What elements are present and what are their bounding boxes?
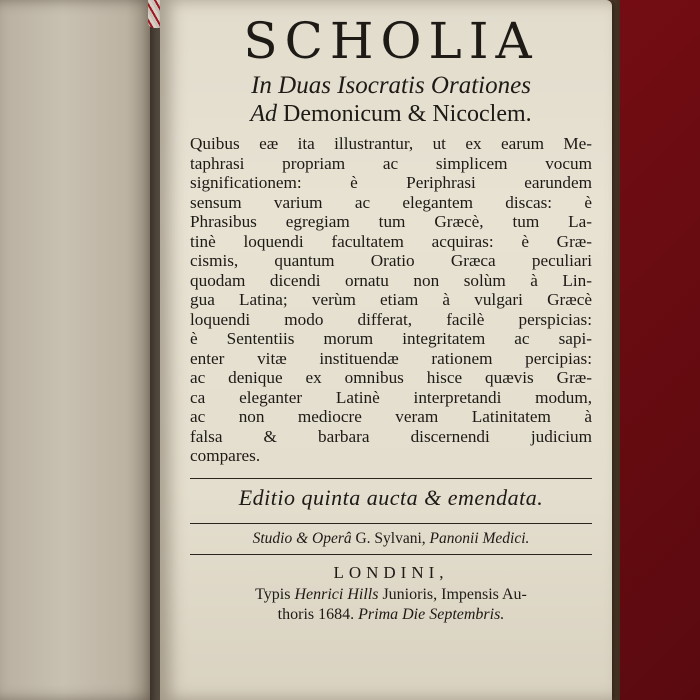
subtitle-line-2-ad: Ad	[250, 101, 278, 127]
book-title: SCHOLIA	[243, 12, 539, 70]
body-line: ca eleganter Latinè interpretandi modum,	[190, 387, 592, 407]
body-line: gua Latina; verùm etiam à vulgari Græcè	[190, 290, 592, 309]
divider-rule	[190, 478, 592, 479]
body-line: falsa & barbara discernendi judicium	[190, 426, 592, 446]
body-line: Phrasibus egregiam tum Græcè, tum La-	[190, 212, 592, 231]
imprint-city: LONDINI,	[333, 562, 449, 582]
body-line: loquendi modo differat, facilè perspicias:	[190, 309, 592, 329]
imprint-typis: Typis	[255, 585, 291, 603]
imprint-impensis: Junioris, Impensis Au-	[382, 585, 527, 603]
body-line: tinè loquendi facultatem acquiras: è Græ-	[190, 231, 592, 251]
imprint-year: thoris 1684.	[277, 605, 355, 623]
edition-statement: Editio quinta aucta & emendata.	[238, 484, 544, 510]
body-line: è Sententiis morum integritatem ac sapi-	[190, 329, 592, 348]
body-line: quodam dicendi ornatu non solùm à Lin-	[190, 270, 592, 290]
body-line: ac non mediocre veram Latinitatem à	[190, 407, 592, 426]
divider-rule	[190, 523, 592, 524]
subtitle-line-2	[190, 100, 592, 128]
imprint-date: Prima Die Septembris.	[358, 605, 505, 623]
imprint-line-1	[190, 585, 592, 605]
body-line: taphrasi propriam ac simplicem vocum	[190, 153, 592, 173]
author-credit-studio: Studio & Operâ	[252, 529, 352, 547]
author-title: Panonii Medici.	[429, 529, 530, 547]
body-line: significationem: è Periphrasi earundem	[190, 173, 592, 192]
body-line: sensum varium ac elegantem discas: è	[190, 192, 592, 212]
imprint-line-2	[190, 605, 592, 625]
title-page	[160, 0, 612, 700]
description-paragraph	[190, 134, 592, 466]
body-line: enter vitæ instituendæ rationem percipias:	[190, 348, 592, 368]
subtitle-line-1: In Duas Isocratis Orationes	[251, 72, 531, 99]
subtitle-line-2-names: Demonicum & Nicoclem.	[283, 101, 532, 127]
author-name: G. Sylvani,	[355, 529, 426, 547]
body-line: compares.	[190, 446, 261, 465]
body-line: Quibus eæ ita illustrantur, ut ex earum Me-	[190, 134, 592, 153]
imprint-printer: Henrici Hills	[294, 585, 379, 603]
body-line: ac denique ex omnibus hisce quævis Græ-	[190, 368, 592, 387]
left-page	[0, 0, 158, 700]
body-line: cismis, quantum Oratio Græca peculiari	[190, 251, 592, 270]
divider-rule	[190, 554, 592, 555]
title-page-content	[190, 10, 592, 625]
author-credit	[190, 528, 592, 550]
